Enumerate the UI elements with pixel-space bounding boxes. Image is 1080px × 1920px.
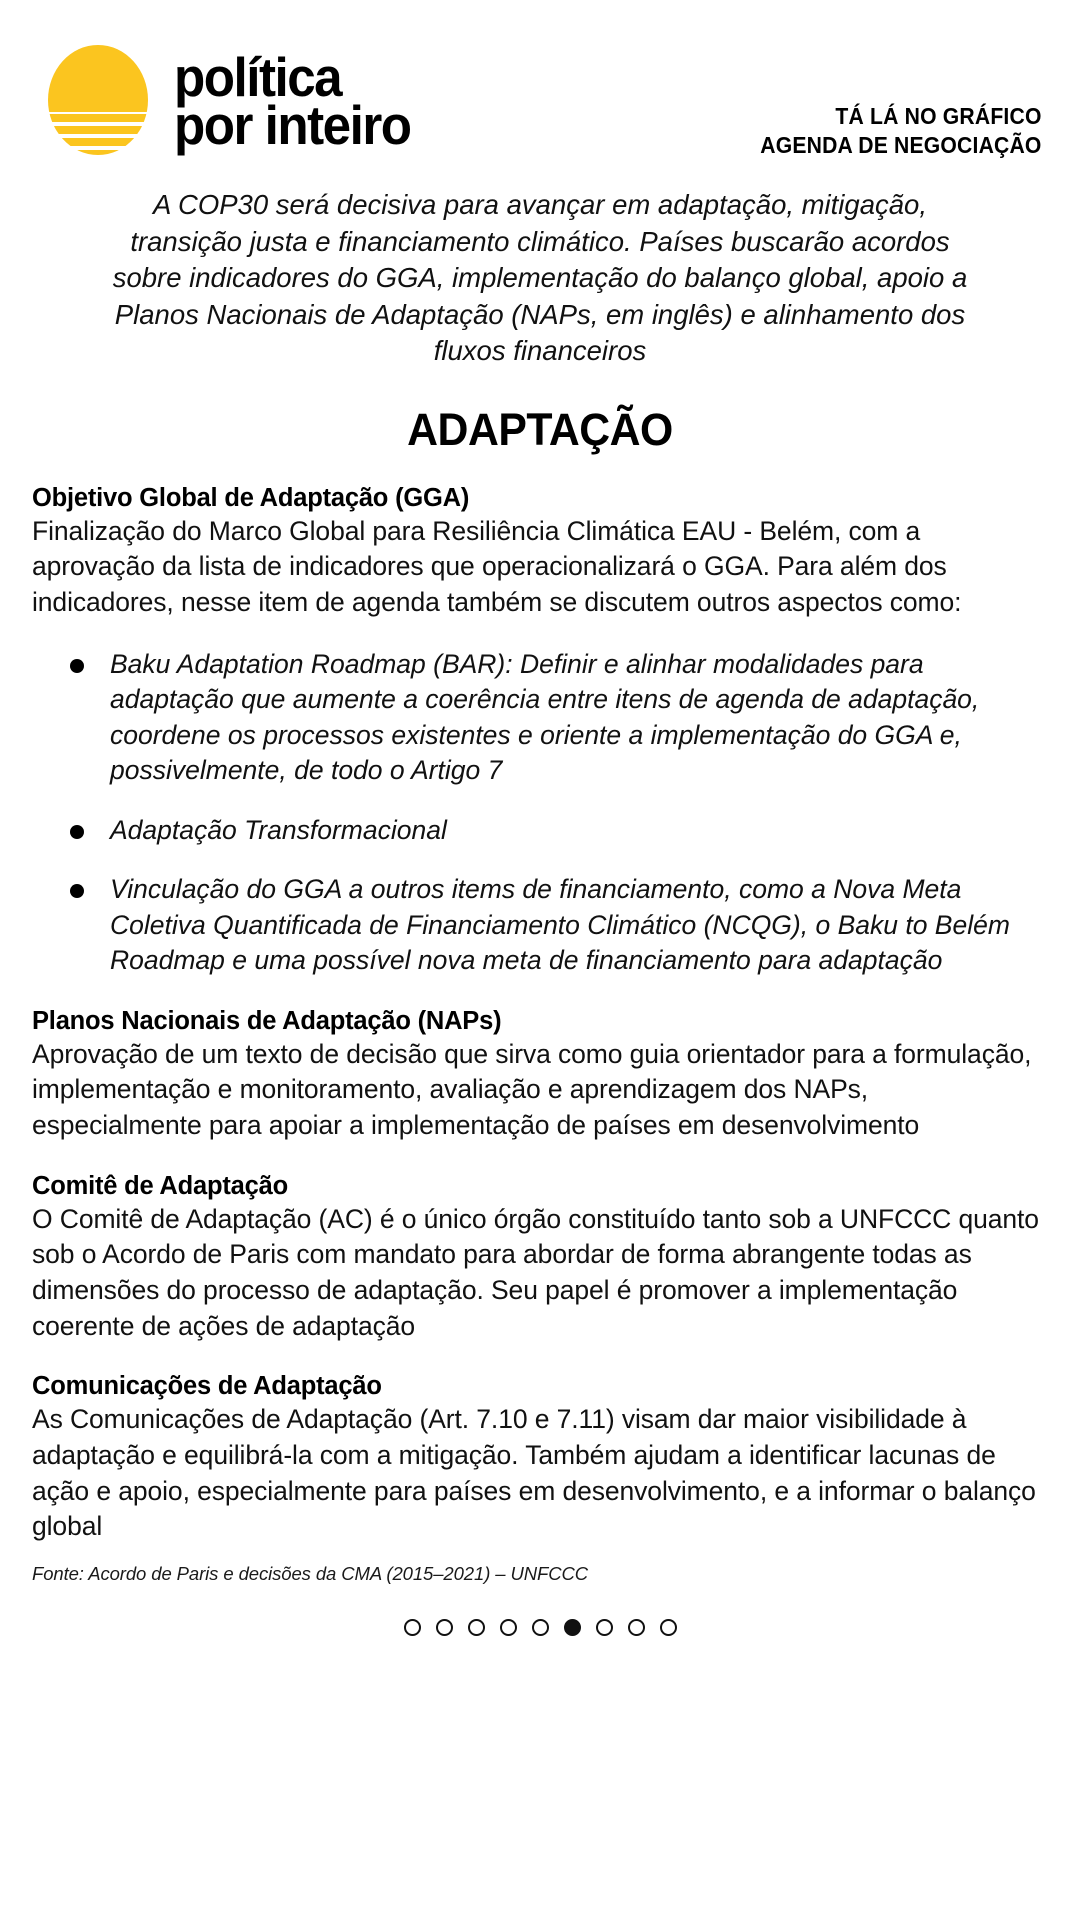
block-heading: Comunicações de Adaptação <box>32 1372 382 1401</box>
bullet-dot-icon <box>70 825 84 839</box>
list-item-text: Baku Adaptation Roadmap (BAR): Definir e alinhar modalidades para adaptação que aumente a coerência entre itens de agenda de adaptação, coordene os processos existentes e oriente a implementação do GGA e, possivelmente, de todo o Artigo 7 <box>110 648 980 786</box>
list-item <box>68 647 1044 789</box>
block-naps <box>32 1007 1044 1144</box>
list-item-text: Adaptação Transformacional <box>110 814 447 845</box>
block-heading: Comitê de Adaptação <box>32 1171 288 1200</box>
block-gga <box>32 484 1044 979</box>
block-comite-adaptacao <box>32 1172 1044 1345</box>
gga-bullet-list <box>32 647 1044 979</box>
block-body: Aprovação de um texto de decisão que sirva como guia orientador para a formulação, implementação e monitoramento, avaliação e aprendizagem dos NAPs, especialmente para apoiar a implementação de países em desenvolvimento <box>32 1038 1032 1141</box>
brand-lockup <box>40 42 428 158</box>
kicker-line-1: TÁ LÁ NO GRÁFICO <box>835 103 1042 129</box>
intro-text: A COP30 será decisiva para avançar em adaptação, mitigação, transição justa e financiamento climático. Países buscarão acordos sobre indicadores do GGA, implementação do balanço global, apoio a Planos Nacionais de Adaptação (NAPs, em inglês) e alinhamento dos fluxos financeiros <box>112 189 968 367</box>
brand-line-2: por inteiro <box>174 94 411 156</box>
bullet-dot-icon <box>70 659 84 673</box>
intro-paragraph <box>0 175 1080 370</box>
list-item <box>68 872 1044 979</box>
content-area <box>0 484 1080 1545</box>
source-note: Fonte: Acordo de Paris e decisões da CMA (2015–2021) – UNFCCC <box>32 1562 589 1584</box>
block-body: O Comitê de Adaptação (AC) é o único órgão constituído tanto sob a UNFCCC quanto sob o Acordo de Paris com mandato para abordar de forma abrangente todas as dimensões do processo de adaptação. Seu papel é promover a implementação coerente de ações de adaptação <box>32 1203 1039 1341</box>
pagination-dot-active[interactable] <box>564 1619 581 1636</box>
block-body: Finalização do Marco Global para Resiliência Climática EAU - Belém, com a aprovação da lista de indicadores que operacionalizará o GGA. Para além dos indicadores, nesse item de agenda também se discutem outros aspectos como: <box>32 515 962 618</box>
block-body: As Comunicações de Adaptação (Art. 7.10 e 7.11) visam dar maior visibilidade à adaptação e equilibrá-la com a mitigação. Também ajudam a identificar lacunas de ação e apoio, especialmente para países em desenvolvimento, e a informar o balanço global <box>32 1404 1036 1542</box>
pagination-dot[interactable] <box>596 1619 613 1636</box>
page-header <box>0 0 1080 175</box>
brand-wordmark <box>174 45 428 156</box>
pagination-dots[interactable] <box>0 1619 1080 1636</box>
block-heading: Planos Nacionais de Adaptação (NAPs) <box>32 1006 502 1035</box>
pagination-dot[interactable] <box>628 1619 645 1636</box>
block-comunicacoes-adaptacao <box>32 1372 1044 1545</box>
block-heading: Objetivo Global de Adaptação (GGA) <box>32 483 470 512</box>
list-item-text: Vinculação do GGA a outros items de financiamento, como a Nova Meta Coletiva Quantificada de Financiamento Climático (NCQG), o Baku to Belém Roadmap e uma possível nova meta de financiamento para adaptação <box>110 874 1010 976</box>
list-item <box>68 813 1044 849</box>
pagination-dot[interactable] <box>532 1619 549 1636</box>
pagination-dot[interactable] <box>468 1619 485 1636</box>
page-title: ADAPTAÇÃO <box>407 403 673 455</box>
header-kicker <box>729 42 1042 160</box>
pagination-dot[interactable] <box>660 1619 677 1636</box>
sunrise-logo-icon <box>40 42 156 158</box>
pagination-dot[interactable] <box>500 1619 517 1636</box>
pagination-dot[interactable] <box>436 1619 453 1636</box>
brand-line-1: política <box>174 45 342 108</box>
kicker-line-2: AGENDA DE NEGOCIAÇÃO <box>760 132 1042 159</box>
pagination-dot[interactable] <box>404 1619 421 1636</box>
bullet-dot-icon <box>70 884 84 898</box>
